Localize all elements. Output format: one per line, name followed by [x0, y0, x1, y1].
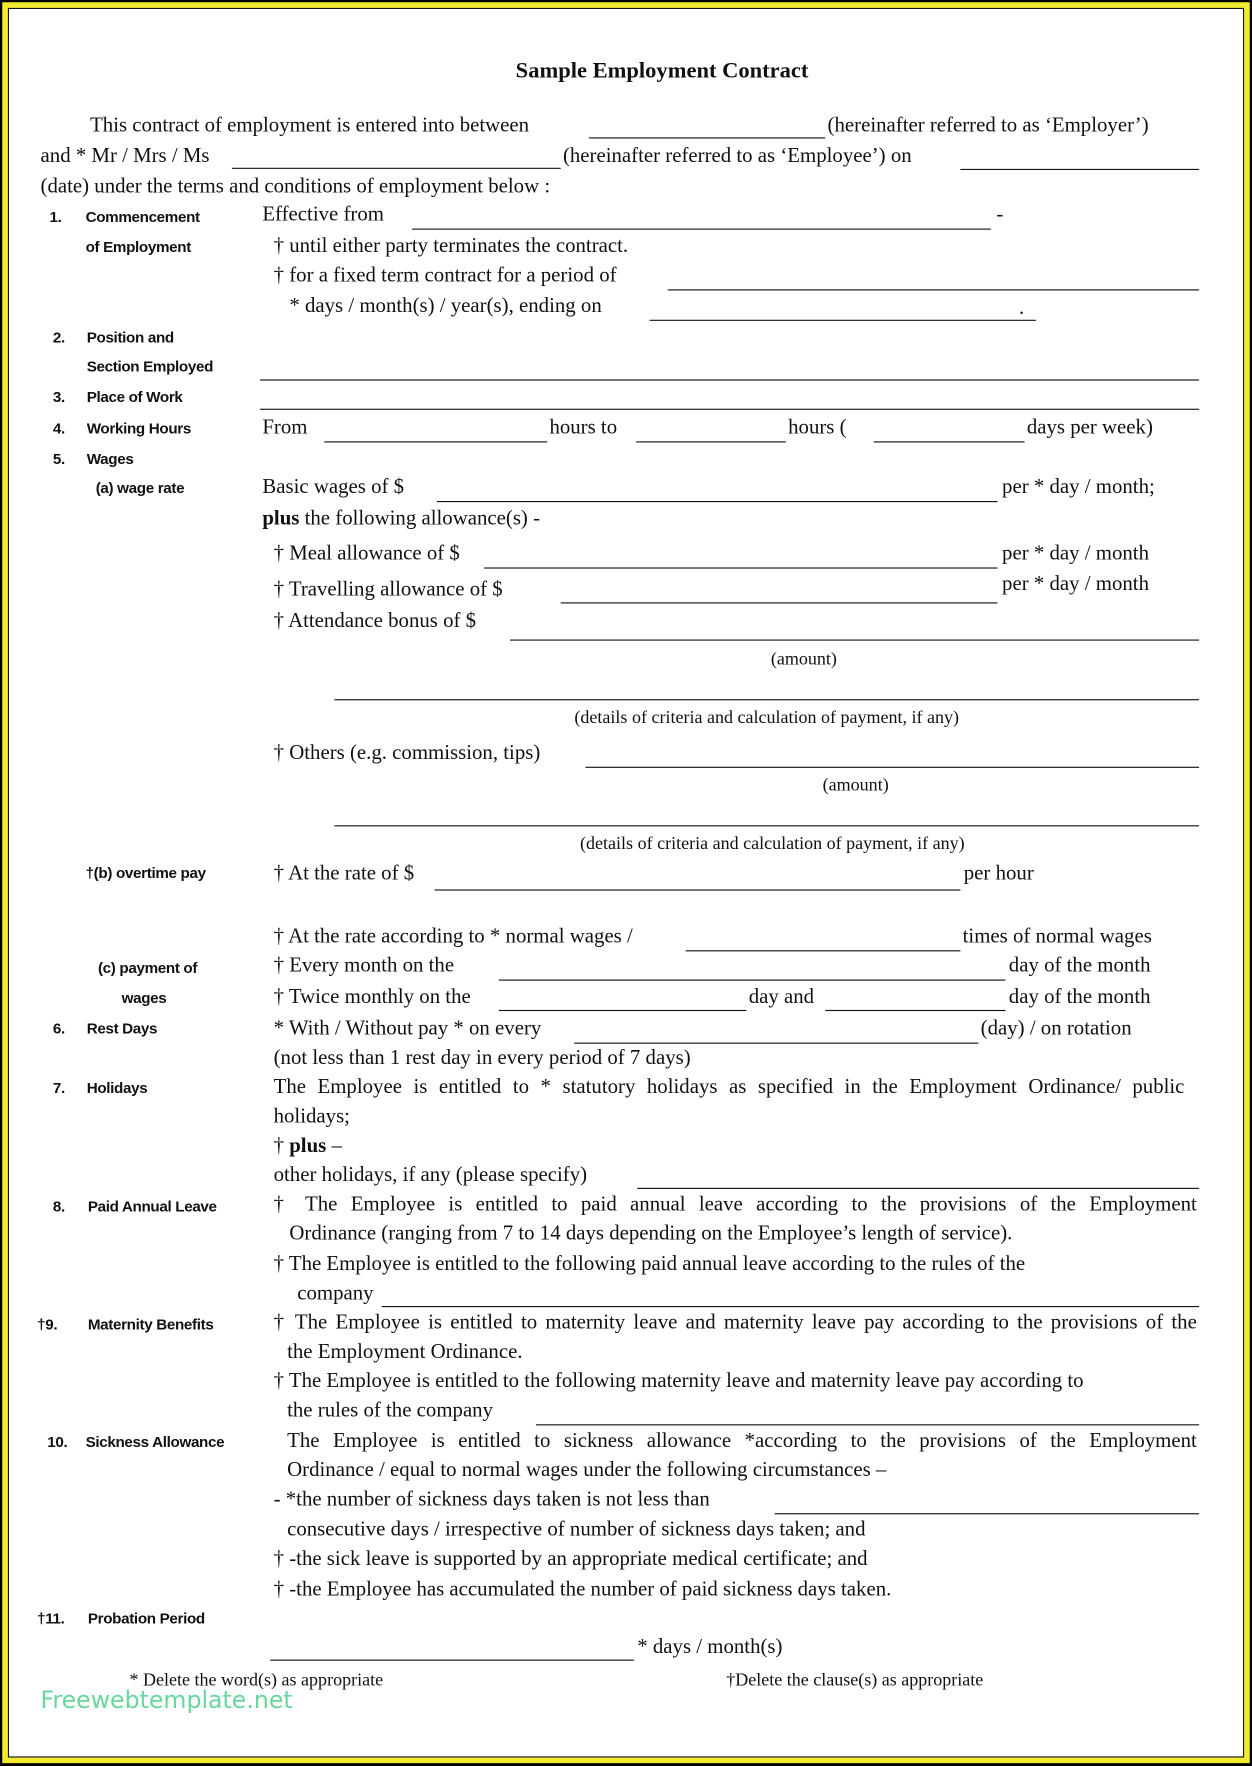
section-label: Commencement: [85, 208, 200, 226]
overtime-rate-blank[interactable]: [435, 889, 961, 890]
clause-text: † Attendance bonus of $: [273, 610, 477, 633]
section-label: Section Employed: [86, 358, 214, 375]
dash: –: [326, 1134, 342, 1158]
probation-blank[interactable]: [270, 1660, 634, 1661]
section-label: Rest Days: [86, 1020, 158, 1037]
clause-text: The Employee is entitled to sickness allowance *according to the provisions of the Employment: [287, 1429, 1197, 1453]
clause-text: hours to: [549, 416, 618, 440]
clause-text: per * day / month: [1002, 542, 1149, 566]
effective-date-blank[interactable]: [412, 229, 991, 230]
section-label: Position and: [86, 328, 174, 346]
intro-text: (hereinafter referred to as ‘Employee’) on: [562, 145, 912, 168]
clause-text: † The Employee is entitled to the following maternity leave and maternity leave pay according to: [273, 1370, 1084, 1393]
clause-text: † Travelling allowance of $: [273, 578, 503, 602]
clause-text: † At the rate according to * normal wages /: [273, 925, 633, 949]
end-date-blank[interactable]: [650, 320, 1036, 321]
clause-text: company: [297, 1282, 374, 1305]
section-number: 10.: [47, 1433, 68, 1451]
plus-bold: plus: [262, 507, 300, 531]
clause-text: - *the number of sickness days taken is not less than: [273, 1488, 710, 1511]
clause-text: consecutive days / irrespective of number of sickness days taken; and: [287, 1518, 866, 1542]
clause-text: † -the sick leave is supported by an appropriate medical certificate; and: [273, 1548, 868, 1571]
subsection-label: †(b) overtime pay: [85, 864, 206, 882]
place-of-work-blank[interactable]: [260, 409, 1199, 410]
caption: (details of criteria and calculation of payment, if any): [574, 708, 960, 728]
section-label: Working Hours: [86, 419, 191, 437]
section-label: Maternity Benefits: [87, 1316, 214, 1334]
caption: (amount): [770, 649, 837, 669]
intro-text: (hereinafter referred to as ‘Employer’): [827, 114, 1149, 138]
attendance-details-blank[interactable]: [334, 699, 1199, 700]
sickness-days-blank[interactable]: [775, 1513, 1199, 1514]
section-label: Place of Work: [86, 388, 183, 406]
clause-text: * days / month(s): [637, 1635, 783, 1659]
section-label: Holidays: [86, 1079, 148, 1097]
clause-text: per * day / month;: [1002, 476, 1155, 499]
section-number: 2.: [52, 328, 65, 346]
dash: -: [996, 203, 1004, 227]
employee-blank[interactable]: [232, 168, 561, 169]
subsection-label: (c) payment of: [97, 959, 198, 977]
rest-day-blank[interactable]: [574, 1043, 978, 1044]
section-number: †9.: [37, 1316, 58, 1334]
clause-text: † for a fixed term contract for a period of: [273, 264, 617, 288]
meal-allowance-blank[interactable]: [484, 567, 997, 568]
section-label: Sickness Allowance: [85, 1433, 225, 1451]
clause-text: † Meal allowance of $: [273, 542, 460, 566]
days-per-week-blank[interactable]: [874, 441, 1025, 442]
clause-text: [262, 507, 540, 532]
section-number: 1.: [49, 208, 62, 226]
section-number: 6.: [52, 1020, 65, 1037]
intro-text: (date) under the terms and conditions of employment below :: [40, 175, 551, 199]
section-label: Probation Period: [87, 1610, 205, 1627]
clause-text: the Employment Ordinance.: [287, 1340, 523, 1364]
clause-text: † At the rate of $: [273, 862, 415, 885]
maternity-blank[interactable]: [536, 1424, 1199, 1425]
intro-text: This contract of employment is entered into between: [90, 114, 530, 138]
clause-text: Ordinance (ranging from 7 to 14 days depending on the Employee’s length of service).: [289, 1222, 1013, 1246]
clause-text: † -the Employee has accumulated the number of paid sickness days taken.: [273, 1578, 892, 1602]
travel-allowance-blank[interactable]: [561, 602, 998, 603]
position-blank[interactable]: [260, 379, 1199, 380]
clause-text: per * day / month: [1002, 573, 1149, 596]
clause-text: the rules of the company: [287, 1399, 494, 1423]
intro-text: and * Mr / Mrs / Ms: [40, 145, 210, 168]
clause-text: day and: [748, 986, 815, 1009]
clause-text: (not less than 1 rest day in every period of 7 days): [273, 1047, 691, 1070]
caption: (details of criteria and calculation of payment, if any): [580, 834, 965, 854]
clause-text: Ordinance / equal to normal wages under the following circumstances –: [287, 1459, 887, 1482]
dagger: †: [273, 1134, 290, 1158]
footnote-word: * Delete the word(s) as appropriate: [129, 1670, 384, 1690]
plus-bold: plus: [289, 1134, 327, 1158]
times-normal-blank[interactable]: [686, 950, 961, 951]
clause-text: † Others (e.g. commission, tips): [273, 741, 541, 765]
section-number: 4.: [52, 419, 65, 437]
clause-text: the following allowance(s) -: [299, 507, 541, 531]
twice-day2-blank[interactable]: [825, 1010, 1005, 1011]
watermark: Freewebtemplate.net: [40, 1686, 293, 1714]
section-label: Wages: [86, 450, 134, 468]
clause-text: holidays;: [273, 1105, 350, 1129]
clause-text: † The Employee is entitled to paid annual leave according to the provisions of the Employment: [273, 1193, 1197, 1216]
other-holidays-blank[interactable]: [637, 1188, 1199, 1189]
employer-blank[interactable]: [589, 137, 825, 138]
section-number: 5.: [52, 450, 65, 468]
attendance-bonus-blank[interactable]: [510, 640, 1199, 641]
clause-text: other holidays, if any (please specify): [273, 1164, 588, 1187]
footnote-clause: †Delete the clause(s) as appropriate: [726, 1670, 984, 1690]
clause-text: The Employee is entitled to * statutory holidays as specified in the Employment Ordinance/ public: [273, 1076, 1185, 1099]
date-blank[interactable]: [960, 169, 1199, 170]
others-blank[interactable]: [585, 767, 1199, 768]
subsection-label: wages: [121, 989, 167, 1007]
clause-text: † until either party terminates the contract.: [273, 235, 629, 258]
basic-wages-blank[interactable]: [437, 501, 998, 502]
clause-text: times of normal wages: [962, 925, 1152, 949]
page-title: Sample Employment Contract: [515, 58, 809, 84]
section-label: of Employment: [85, 238, 191, 256]
caption: (amount): [822, 775, 889, 795]
clause-text: * days / month(s) / year(s), ending on: [289, 294, 602, 318]
clause-text: From: [262, 416, 308, 440]
section-label: Paid Annual Leave: [87, 1197, 217, 1215]
period: .: [1018, 297, 1025, 320]
clause-text: † The Employee is entitled to maternity leave and maternity leave pay according to the provisions of the: [273, 1311, 1197, 1335]
hours-from-blank[interactable]: [324, 441, 547, 442]
clause-text: day of the month: [1008, 986, 1151, 1009]
clause-text: Basic wages of $: [262, 476, 405, 499]
section-number: 8.: [52, 1197, 65, 1215]
twice-day1-blank[interactable]: [499, 1010, 747, 1011]
company-leave-blank[interactable]: [382, 1306, 1199, 1307]
clause-text: † Twice monthly on the: [273, 986, 471, 1009]
section-number: 7.: [52, 1079, 65, 1097]
clause-text: Effective from: [262, 203, 384, 227]
clause-text: [274, 1134, 342, 1159]
hours-to-blank[interactable]: [636, 441, 786, 442]
clause-text: † The Employee is entitled to the following paid annual leave according to the rules of the: [273, 1253, 1026, 1276]
clause-text: hours (: [788, 416, 847, 440]
clause-text: days per week): [1026, 416, 1153, 440]
clause-text: day of the month: [1008, 954, 1151, 978]
others-details-blank[interactable]: [334, 825, 1199, 826]
clause-text: † Every month on the: [273, 954, 455, 978]
clause-text: * With / Without pay * on every: [273, 1017, 542, 1041]
section-number: †11.: [37, 1610, 65, 1627]
monthly-day-blank[interactable]: [499, 980, 1006, 981]
clause-text: (day) / on rotation: [980, 1017, 1132, 1041]
section-number: 3.: [52, 388, 65, 406]
subsection-label: (a) wage rate: [95, 479, 185, 497]
fixed-term-blank[interactable]: [668, 289, 1199, 290]
clause-text: per hour: [963, 862, 1034, 885]
